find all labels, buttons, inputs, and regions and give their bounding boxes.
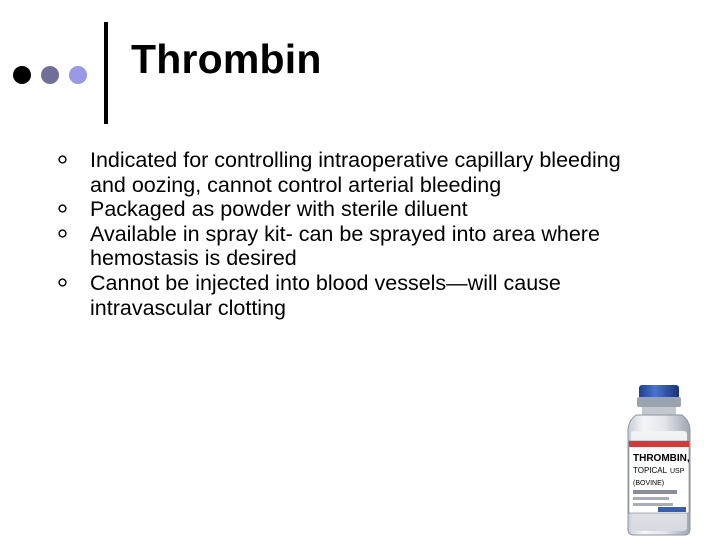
bullet-item	[58, 222, 658, 271]
vial-cap	[639, 385, 679, 399]
dark-dot	[13, 66, 31, 84]
vial-brand-text: THROMBIN,	[633, 453, 690, 464]
thrombin-vial-image	[618, 383, 700, 537]
light-dot	[69, 66, 87, 84]
bullet-item	[58, 148, 658, 197]
bullet-text: Available in spray kit- can be sprayed into area where hemostasis is desired	[90, 221, 600, 271]
vial-label	[629, 441, 689, 513]
ring-bullet-icon	[58, 278, 67, 287]
mid-dot	[41, 66, 59, 84]
vial-line-text: (BOVINE)	[633, 480, 665, 487]
bullet-list	[58, 148, 658, 320]
slide-title: Thrombin	[131, 36, 322, 82]
bullet-text: Packaged as powder with sterile diluent	[90, 197, 468, 222]
ring-bullet-icon	[58, 229, 67, 238]
bullet-item	[58, 271, 658, 320]
vial-usp-text: USP	[670, 468, 685, 475]
bullet-text: Cannot be injected into blood vessels—will cause intravascular clotting	[90, 270, 561, 320]
bullet-item	[58, 197, 658, 222]
bullet-text: Indicated for controlling intraoperative capillary bleeding and oozing, cannot control arterial bleeding	[90, 148, 621, 197]
decorative-dots	[0, 0, 110, 120]
vial-subtitle-text: TOPICAL	[633, 466, 668, 475]
ring-bullet-icon	[58, 204, 67, 213]
title-divider	[104, 22, 108, 124]
ring-bullet-icon	[58, 155, 67, 164]
